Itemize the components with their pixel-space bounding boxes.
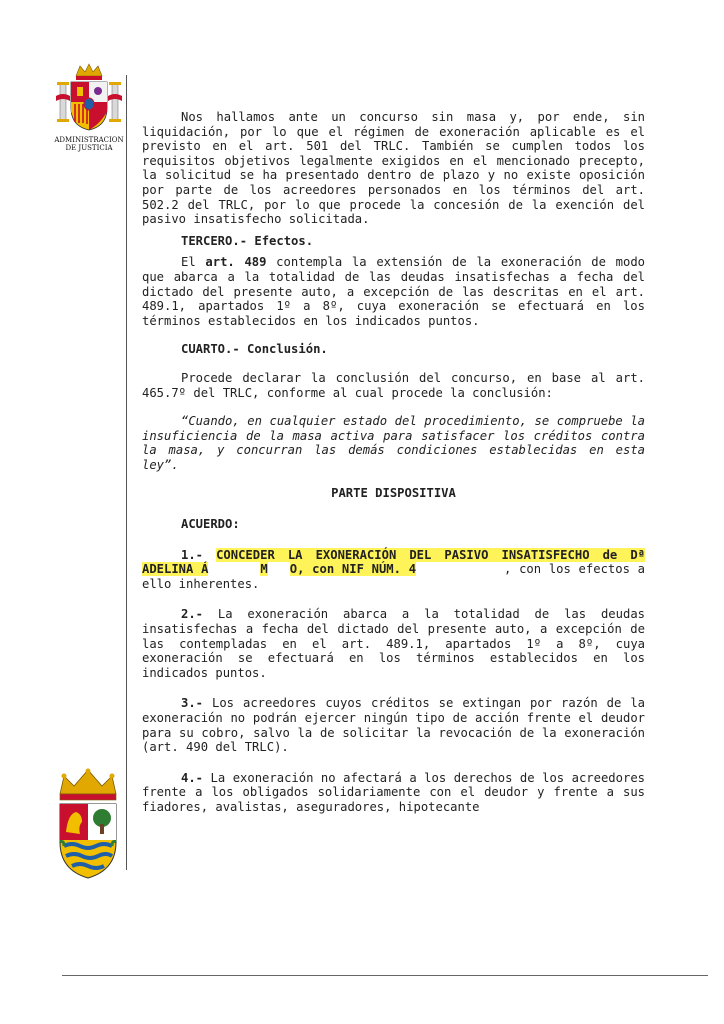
item-number: 3.- <box>181 696 204 711</box>
spanish-coat-of-arms-icon <box>54 62 124 134</box>
margin-rule <box>126 75 127 870</box>
resolution-item-1 <box>142 548 645 592</box>
item-text: , con los efectos a ello inherentes. <box>142 562 645 591</box>
extremadura-coat-of-arms-logo <box>54 768 122 884</box>
logo-caption-line1: ADMINISTRACION <box>54 136 124 144</box>
paragraph-efectos <box>142 255 645 328</box>
logo-caption <box>52 136 126 152</box>
paragraph-conclusion: Procede declarar la conclusión del concurso, en base al art. 465.7º del TRLC, conforme al cual procede la conclusión: <box>142 370 645 400</box>
heading-cuarto: CUARTO.- Conclusión. <box>181 342 328 357</box>
highlighted-grant-1: CONCEDER LA EXONERACIÓN DEL PASIVO INSATISFECHO de Dª ADELINA Á <box>142 547 645 577</box>
text: El <box>181 255 206 270</box>
item-number: 1.- <box>181 547 217 562</box>
logo-caption-line2: DE JUSTICIA <box>65 144 113 152</box>
item-text: La exoneración no afectará a los derechos de los acreedores frente a los obligados solidariamente con el deudor y frente a sus fiadores, avalistas, aseguradores, hipotecante <box>142 770 645 814</box>
resolution-item-3 <box>142 696 645 754</box>
highlighted-grant-3: O, con NIF NÚM. 4 <box>289 562 417 577</box>
paragraph-exoneracion: Nos hallamos ante un concurso sin masa y, por ende, sin liquidación, por lo que el régimen de exoneración aplicable es el previsto en el art. 501 del TRLC. También se cumplen todos los requisitos objetivos legalmente exigidos en el mencionado precepto, la solicitud se ha presentado dentro de plazo y no existe oposición por parte de los acreedores personados en los términos del art. 502.2 del TRLC, por lo que procede la concesión de la exención del pasivo insatisfecho solicitada. <box>142 110 645 227</box>
acuerdo-heading: ACUERDO: <box>181 517 240 532</box>
resolution-item-2 <box>142 607 645 680</box>
ministry-of-justice-logo <box>52 62 126 152</box>
item-number: 2.- <box>181 607 204 622</box>
highlighted-grant-2: M <box>260 562 268 577</box>
parte-dispositiva-heading: PARTE DISPOSITIVA <box>331 486 456 501</box>
heading-tercero: TERCERO.- Efectos. <box>181 233 314 248</box>
item-text: Los acreedores cuyos créditos se extingan por razón de la exoneración no podrán ejercer ningún tipo de acción frente el deudor para su cobro, salvo la de solicitar la revocación de la exoneración (art. 490 del TRLC). <box>142 696 645 755</box>
text: contempla la extensión de la exoneración de modo que abarca a la totalidad de las deudas insatisfechas a fecha del dictado del presente auto, a excepción de las descritas en el art. 489.1, apartados 1º a 8º, cuya exoneración se efectuará en los términos establecidos en los indicados puntos. <box>142 255 645 328</box>
extremadura-coat-of-arms-icon <box>54 768 122 880</box>
legal-quote: “Cuando, en cualquier estado del procedimiento, se compruebe la insuficiencia de la masa activa para satisfacer los créditos contra la masa, y concurran las demás condiciones establecidas en esta ley”. <box>142 414 645 472</box>
item-number: 4.- <box>181 770 204 785</box>
item-text: La exoneración abarca a la totalidad de las deudas insatisfechas a fecha del dictado del presente auto, a excepción de las contempladas en el art. 489.1, apartados 1º a 8º, cuya exoneración se efectuará en los términos establecidos en los indicados puntos. <box>142 607 645 680</box>
footer-rule <box>62 975 708 976</box>
resolution-item-4 <box>142 771 645 815</box>
document-body <box>142 110 645 815</box>
art-489-reference: art. 489 <box>205 255 267 270</box>
